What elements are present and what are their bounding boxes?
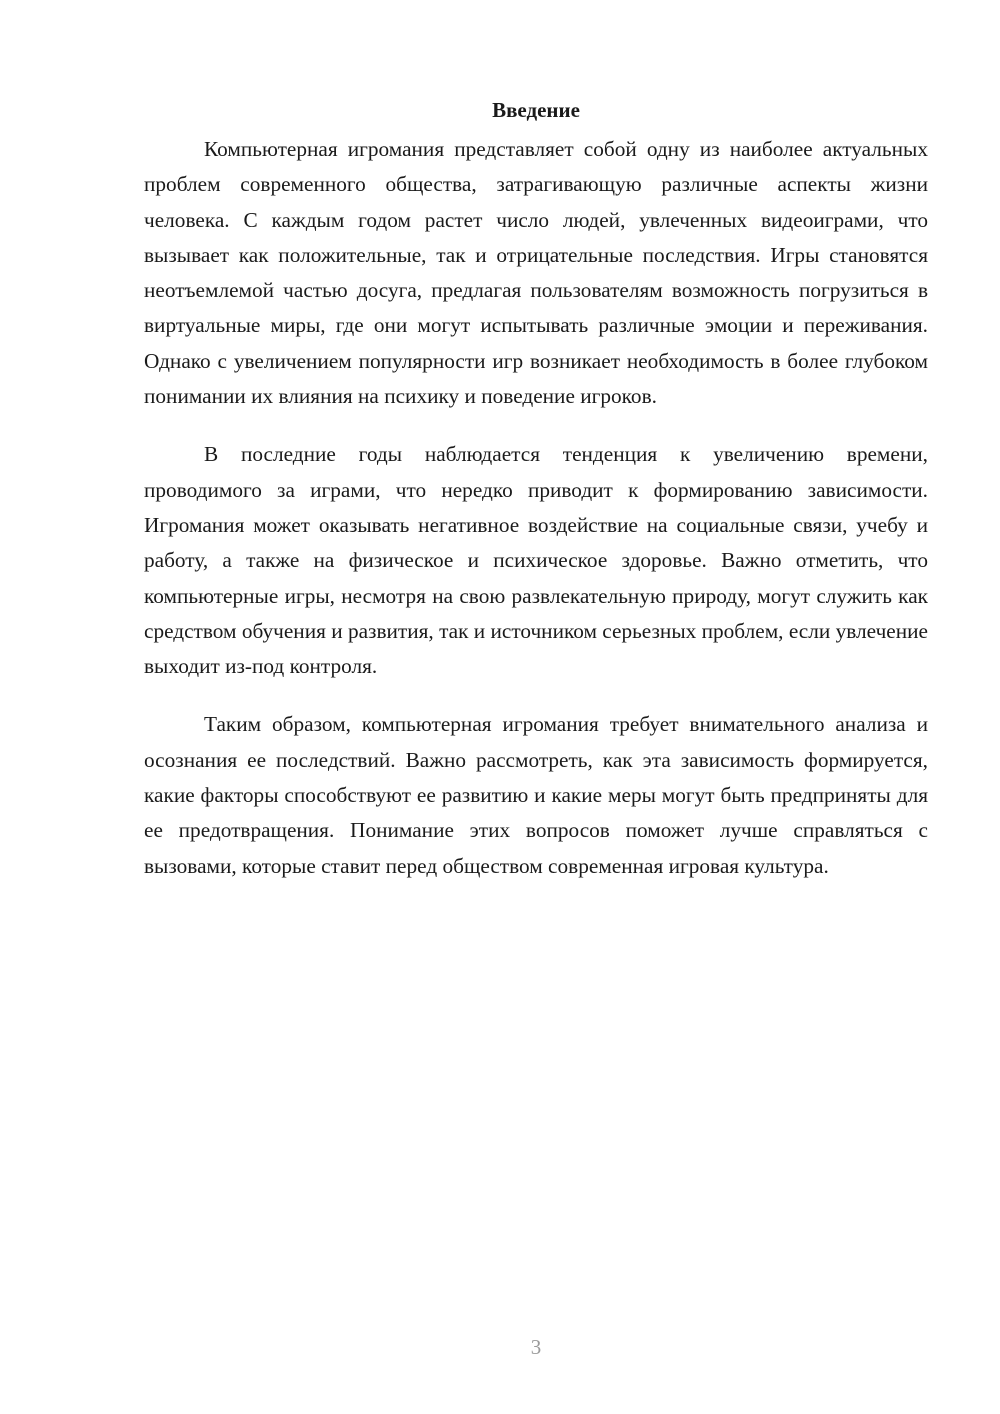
page-content [144, 92, 928, 907]
section-heading: Введение [492, 98, 580, 122]
paragraph-3: Таким образом, компьютерная игромания требует внимательного анализа и осознания ее последствий. Важно рассмотреть, как эта зависимость формируется, какие факторы способствуют ее развитию и какие меры могут быть предприняты для ее предотвращения. Понимание этих вопросов поможет лучше справляться с вызовами, которые ставит перед обществом современная игровая культура. [144, 712, 928, 878]
paragraph-1: Компьютерная игромания представляет собой одну из наиболее актуальных проблем современного общества, затрагивающую различные аспекты жизни человека. С каждым годом растет число людей, увлеченных видеоиграми, что вызывает как положительные, так и отрицательные последствия. Игры становятся неотъемлемой частью досуга, предлагая пользователям возможность погрузиться в виртуальные миры, где они могут испытывать различные эмоции и переживания. Однако с увеличением популярности игр возникает необходимость в более глубоком понимании их влияния на психику и поведение игроков. [144, 137, 928, 409]
paragraph-2: В последние годы наблюдается тенденция к увеличению времени, проводимого за играми, что нередко приводит к формированию зависимости. Игромания может оказывать негативное воздействие на социальные связи, учебу и работу, а также на физическое и психическое здоровье. Важно отметить, что компьютерные игры, несмотря на свою развлекательную природу, могут служить как средством обучения и развития, так и источником серьезных проблем, если увлечение выходит из-под контроля. [144, 442, 928, 679]
page-number: 3 [530, 1335, 542, 1359]
